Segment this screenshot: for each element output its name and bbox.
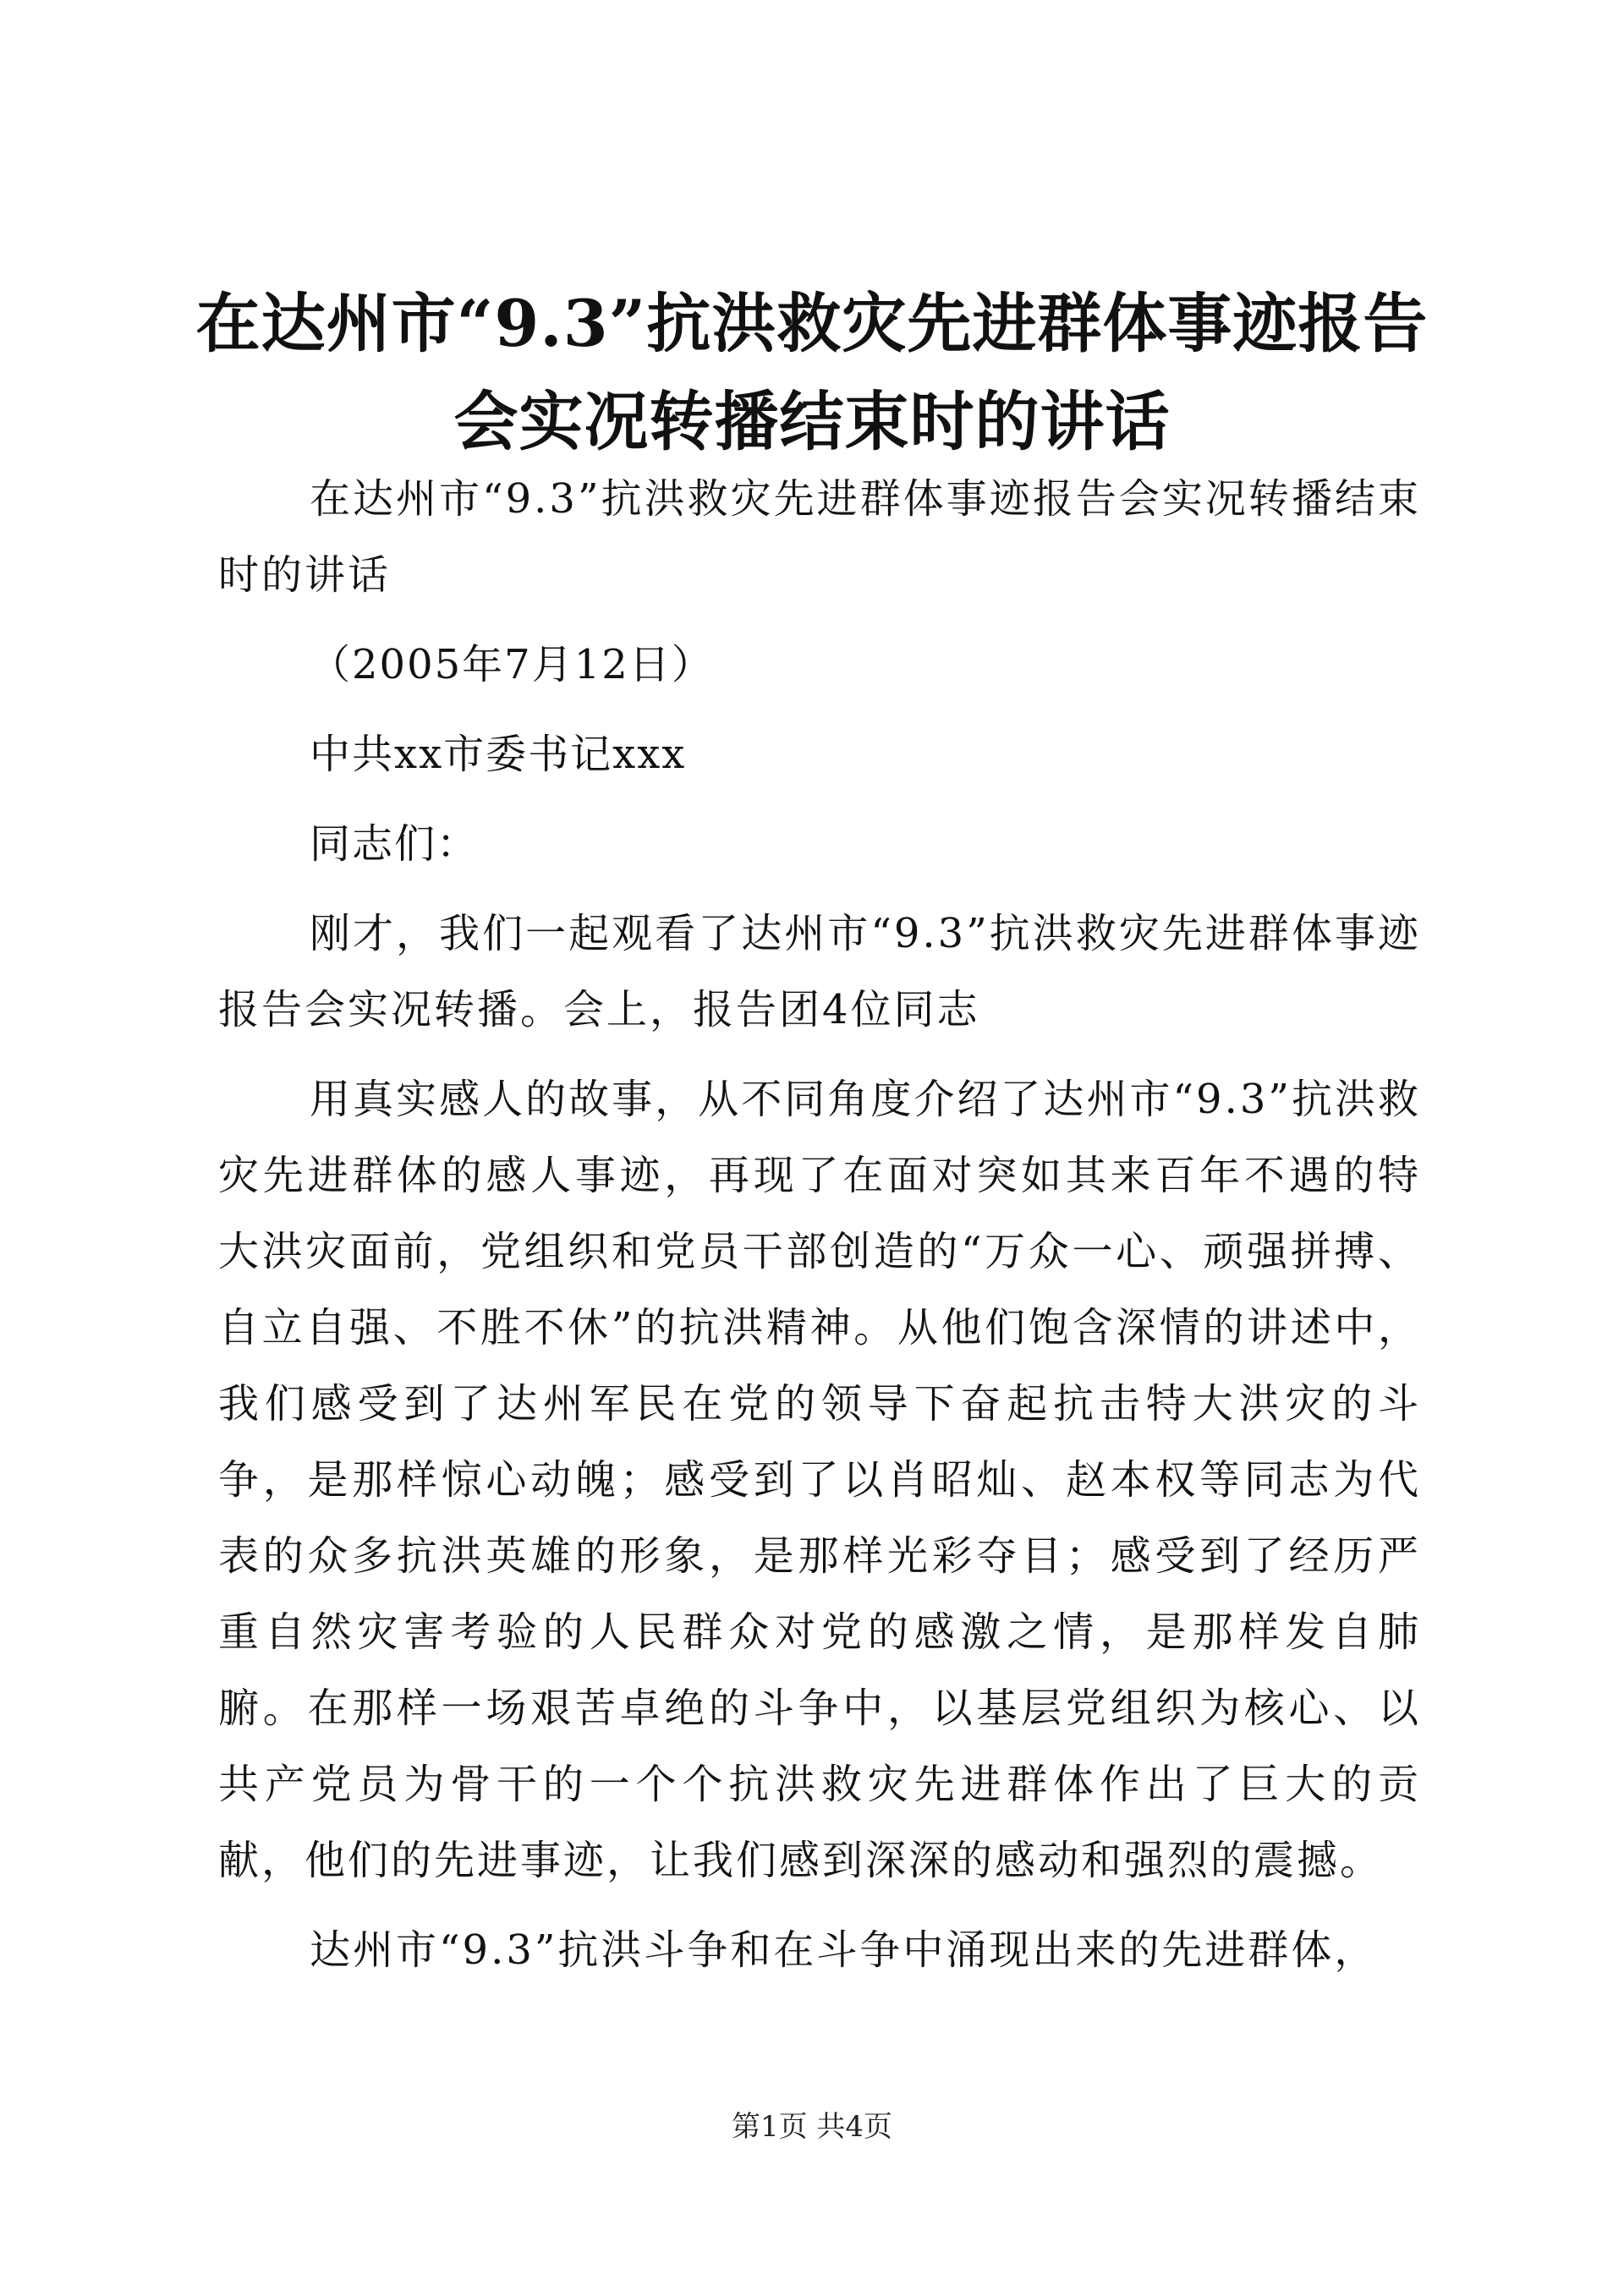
body-paragraph-date: （2005年7月12日） (310, 641, 714, 688)
body-paragraph-speaker: 中共xx市委书记xxx (310, 731, 687, 778)
page-footer: 第1页 共4页 (731, 2110, 893, 2144)
body-paragraph-1: 刚才，我们一起观看了达州市“9.3”抗洪救灾先进群体事迹报告会实况转播。会上，报告团4位同志 (218, 910, 1421, 1033)
body-paragraph-salutation: 同志们： (310, 820, 480, 868)
body-paragraph-repeat-title: 在达州市“9.3”抗洪救灾先进群体事迹报告会实况转播结束时的讲话 (218, 475, 1421, 599)
document-body (218, 461, 1421, 2002)
body-paragraph-2: 用真实感人的故事，从不同角度介绍了达州市“9.3”抗洪救灾先进群体的感人事迹，再现了在面对突如其来百年不遇的特大洪灾面前，党组织和党员干部创造的“万众一心、顽强拼搏、自立自强、不胜不休”的抗洪精神。从他们饱含深情的讲述中，我们感受到了达州军民在党的领导下奋起抗击特大洪灾的斗争，是那样惊心动魄；感受到了以肖昭灿、赵本权等同志为代表的众多抗洪英雄的形象，是那样光彩夺目；感受到了经历严重自然灾害考验的人民群众对党的感激之情，是那样发自肺腑。在那样一场艰苦卓绝的斗争中，以基层党组织为核心、以共产党员为骨干的一个个抗洪救灾先进群体作出了巨大的贡献，他们的先进事迹，让我们感到深深的感动和强烈的震撼。 (218, 1076, 1421, 1884)
document-title: 在达州市“9.3”抗洪救灾先进群体事迹报告会实况转播结束时的讲话 (195, 286, 1429, 459)
body-paragraph-3: 达州市“9.3”抗洪斗争和在斗争中涌现出来的先进群体， (310, 1926, 1378, 1974)
